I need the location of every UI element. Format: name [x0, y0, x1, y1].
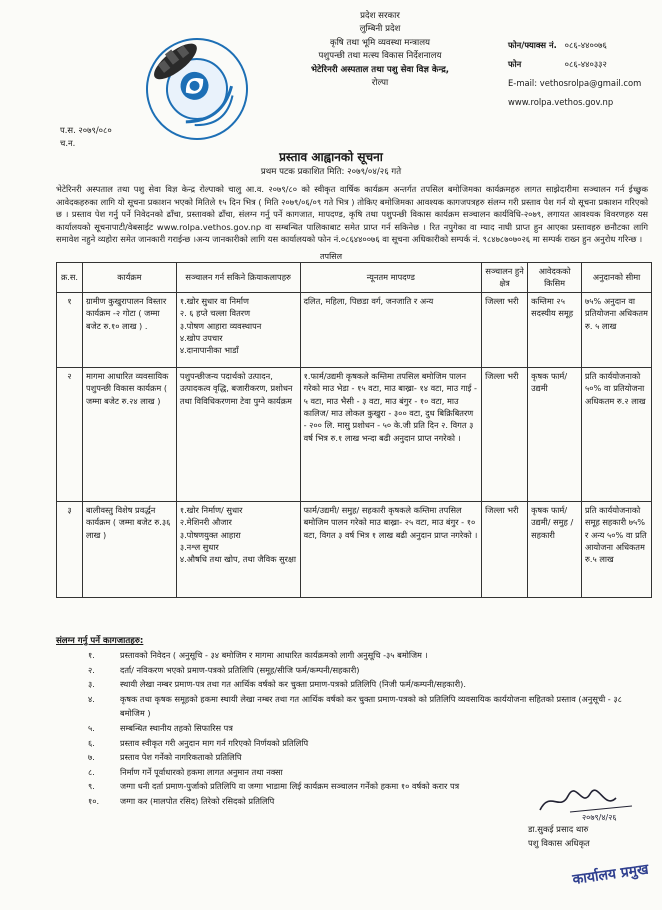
item-number: ६. [88, 737, 95, 748]
table-caption: तपसिल [319, 252, 342, 261]
notice-paragraph: भेटेरिनरी अस्पताल तथा पशु सेवा विज्ञ केन्द्र रोल्पाको चालु आ.व. २०७९/८० को स्वीकृत वार्षिक कार्यक्रम अन्तर्गत तपसिल बमोजिमका कार्यक्रमहरु लागत साझेदारीमा सञ्चालन गर्न ईच्छुक आवेदकहरुका लागि यो सूचना प्रकाशन भएको मितिले १५ दिन भित्र ( मिति २०७९/०६/०९ गते भित्र ) तोकिए बमोजिमका आवश्यक कागजपत्रहरु संलग्न गरी प्रस्ताव पेश गर्न यो सूचना प्रकाशन गरिएको छ । प्रस्ताव पेश गर्नु पर्ने निवेदनको ढाँचा, प्रस्तावको ढाँचा, संलग्न गर्नु पर्ने कागजात, मापदण्ड, कृषि तथा पशुपन्छी विकास कार्यक्रम सञ्चालन कार्यविधि-२०७९, लगायत आवश्यक विवरणहरु यस कार्यालयको सूचनापाटी/वेबसाईट www.rolpa.vethos.gov.np वा सम्बन्धित पालिकाबाट समेत प्राप्त गर्न सकिनेछ । रित नपुगेका वा म्याद नाघी प्राप्त हुन आएका प्रस्तावहरु छनौटका लागि समावेश नहुने व्यहोरा समेत जानकारी गराईन्छ ।अन्य जानकारीको लागि यस कार्यालयको फोन नं.०८६४४००७६ वा सूचना अधिकारीको सम्पर्क नं. ९८४७८७०७०२६ मा सम्पर्क राख्न हुन अनुरोध गरिन्छ । [56, 184, 648, 245]
item-text: कृषक तथा कृषक समूहको हकमा स्थायी लेखा नम्बर तथा गत आर्थिक वर्षको कर चुक्ता प्रमाण-पत्रको को प्रतिलिपि व्यवसायिक कार्ययोजना सहितको प्रस्ताव (अनुसूची - ३८ बमोजिम ) [120, 693, 622, 719]
item-text: प्रस्तावको निवेदन ( अनुसूचि - ३४ बमोजिम र मागमा आधारित कार्यक्रमको लागी अनुसूचि -३५ बमोजिम । [120, 650, 428, 660]
list-item [88, 663, 648, 678]
col-header: न्यूनतम मापदण्ड [300, 263, 482, 293]
row-grant: ७५% अनुदान वा प्रतियोजना अधिकतम रु. ५ लाख [582, 292, 652, 367]
list-item [88, 765, 648, 780]
activity-item: ४.खोप उपचार [179, 333, 223, 344]
table-header-row [57, 263, 652, 293]
col-header: आवेदकको किसिम [528, 263, 582, 293]
item-number: १०. [88, 795, 100, 806]
activity-item: २.मेशिनरी औजार [179, 517, 232, 528]
publish-date: प्रथम पटक प्रकाशित मिति: २०७९/०४/२६ गते [260, 167, 402, 177]
chalani-number: च.न. [60, 138, 76, 148]
item-number: ९. [88, 781, 95, 792]
row-program: बालीवस्तु विशेष प्रवर्द्धन कार्यक्रम ( जम्मा बजेट रु.३६ लाख ) [82, 501, 176, 597]
header-line: पशुपन्छी तथा मत्स्य विकास निर्देशनालय [318, 51, 442, 62]
activity-item: ४.दानापानीका भाडाँ [179, 345, 239, 356]
activity-item: ३.पोषण आहारा व्यवस्थापन [179, 320, 262, 331]
header-line: रोल्पा [371, 78, 389, 89]
header-line: लुम्बिनी प्रदेश [359, 24, 401, 35]
item-text: सम्बन्धित स्थानीय तहको सिफारिस पत्र [120, 722, 233, 733]
row-sn: ३ [57, 501, 83, 597]
activity-item: २. ६ हप्ते चल्ला वितरण [179, 308, 251, 319]
list-item [88, 677, 648, 692]
item-text: स्थायी लेखा नम्बर प्रमाण-पत्र तथा गत आर्थिक वर्षको कर चुक्ता प्रमाण-पत्रको प्रतिलिपि (निजी फर्म/कम्पनी/सहकारी). [120, 679, 466, 690]
row-applicant: कम्तिमा २५ सदस्यीय समूह [528, 292, 582, 367]
activity-item: पशुपन्छीजन्य पदार्थको उत्पादन, उत्पादकत्व वृद्धि, बजारीकरण, प्रशोधन तथा विविधिकरणमा टेवा पुग्ने कार्यक्रम [179, 370, 293, 406]
item-text: दर्ता/ नविकरण भएको प्रमाण-पत्रको प्रतिलिपि (समूह/सीजि फर्म/कम्पनी/सहकारी) [120, 664, 360, 675]
item-number: ५. [88, 722, 95, 733]
header-line: प्रदेश सरकार [360, 11, 400, 21]
row-sn: १ [57, 292, 83, 367]
activity-item: ३.पोषणयुक्त आहारा [179, 529, 241, 540]
item-text: जग्गा कर (मालपोत रसिद) तिरेको रसिदको प्रतिलिपि [120, 795, 275, 806]
item-text: प्रस्ताव पेश गर्नेको नागरिकताको प्रतिलिपि [120, 752, 242, 763]
list-item [88, 692, 648, 721]
patra-sankhya: प.स. २०७९/०८० [60, 125, 112, 135]
item-text: प्रस्ताव स्वीकृत गरी अनुदान माग गर्न गरिएको निर्णयको प्रतिलिपि [120, 737, 309, 748]
list-item [88, 736, 648, 751]
col-header: सञ्चालन हुने क्षेत्र [482, 263, 528, 293]
item-text: निर्माण गर्ने पूर्वाधारको हकमा लागत अनुमान तथा नक्सा [120, 766, 283, 777]
item-number: १. [88, 650, 95, 660]
row-area: जिल्ला भरी [482, 367, 528, 501]
phone-value: ०८६-४४०३३२ [564, 59, 607, 69]
table-row [57, 501, 652, 597]
item-number: ४. [88, 693, 95, 704]
row-applicant: कृषक फार्म/ उद्यमी [528, 367, 582, 501]
row-activities [176, 292, 300, 367]
activity-item: ३.नश्ल सुधार [179, 542, 219, 553]
table-row [57, 367, 652, 501]
activity-item: ४.औषधि तथा खोप, तथा जैविक सुरक्षा [179, 554, 296, 565]
program-table [56, 262, 652, 598]
row-grant: प्रति कार्ययोजनाको समूह सहकारी ७५% र अन्य ५०% वा प्रति आयोजना अधिकतम रु.५ लाख [582, 501, 652, 597]
phone-fax-value: ०८६-४४००७६ [564, 40, 607, 50]
contact-block [508, 36, 658, 112]
row-activities [176, 501, 300, 597]
row-program: ग्रामीण कुखुरापालन विस्तार कार्यक्रम -२ गोटा ( जम्मा बजेट रु.१० लाख ) . [82, 292, 176, 367]
office-stamp [568, 852, 662, 892]
header-line: कृषि तथा भूमि व्यवस्था मन्त्रालय [329, 37, 431, 48]
row-area: जिल्ला भरी [482, 501, 528, 597]
signatory-designation: पशु विकास अधिकृत [528, 838, 590, 848]
row-grant: प्रति कार्ययोजनाको ५०% वा प्रतियोजना अधिकतम रु.२ लाख [582, 367, 652, 501]
row-sn: २ [57, 367, 83, 501]
signatory [528, 822, 658, 850]
header-line: भेटेरिनरी अस्पताल तथा पशु सेवा विज्ञ केन्द्र, [310, 64, 450, 75]
documents-title: संलग्न गर्नु पर्ने कागजातहरु: [56, 636, 144, 646]
signature-date: २०७९/४/२६ [582, 813, 617, 822]
signatory-name: डा.सुकई प्रसाद थारु [528, 824, 589, 834]
reference-numbers [60, 124, 112, 150]
col-header: अनुदानको सीमा [582, 263, 652, 293]
col-header: सञ्चालन गर्न सकिने क्रियाकलापहरु [176, 263, 300, 293]
row-applicant: कृषक फार्म/ उद्यमी/ समुह / सहकारी [528, 501, 582, 597]
item-number: ७. [88, 752, 95, 763]
item-number: २. [88, 664, 95, 675]
list-item [88, 721, 648, 736]
stamp-text: कार्यालय प्रमुख [571, 861, 650, 889]
handwritten-signature [520, 782, 650, 822]
item-number: ८. [88, 766, 95, 777]
col-header: क्र.स. [57, 263, 83, 293]
item-number: ३. [88, 679, 95, 690]
office-header [270, 10, 490, 90]
office-logo [138, 30, 256, 148]
phone-fax-label: फोन/फ्याक्स नं. [508, 40, 557, 50]
col-header: कार्यक्रम [82, 263, 176, 293]
row-program: मागमा आधारित व्यवसायिक पशुपन्छी विकास कार्यक्रम ( जम्मा बजेट रु.२४ लाख ) [82, 367, 176, 501]
phone-label: फोन [508, 59, 522, 69]
email: E-mail: vethosrolpa@gmail.com [508, 78, 642, 88]
row-area: जिल्ला भरी [482, 292, 528, 367]
row-activities [176, 367, 300, 501]
notice-title: प्रस्ताव आह्वानको सूचना [279, 150, 383, 164]
list-item [88, 648, 648, 663]
activity-item: १.खोर निर्माण/ सुधार [179, 504, 243, 515]
row-criteria: फार्म/उद्यमी/ समुह/ सहकारी कृषकले कम्तिमा तपसिल बमोजिम पालन गरेको माउ बाख्रा- २५ वटा, माउ बंगुर - १० वटा, विगत ३ वर्ष भित्र १ लाख बढी अनुदान प्राप्त नगरेको । [300, 501, 482, 597]
table-row [57, 292, 652, 367]
list-item [88, 750, 648, 765]
activity-item: १.खोर सुधार वा निर्माण [179, 295, 249, 306]
website: www.rolpa.vethos.gov.np [508, 97, 614, 107]
row-criteria: १.फार्म/उद्यमी कृषकले कम्तिमा तपसिल बमोजिम पालन गरेको माउ भेडा - १५ वटा, माउ बाख्रा- १४ वटा, माउ गाई - ५ वटा, माउ भैसी - ३ वटा, माउ बंगुर - १० वटा, माउ कालिज/ माउ लोकल कुखुरा - ३०० वटा, दुध बिक्रिबितरण - २०० लि. मासु प्रशोधन - ५० के.जी प्रति दिन २. विगत ३ वर्ष भित्र रु.१ लाख भन्दा बढी अनुदान प्राप्त नगरेको । [300, 367, 482, 501]
row-criteria: दलित, महिला, पिछडा वर्ग, जनजाति र अन्य [300, 292, 482, 367]
item-text: जग्गा धनी दर्ता प्रमाण-पुर्जाको प्रतिलिपि वा जग्गा भाडामा लिई कार्यक्रम सञ्चालन गर्नेको हकमा १० वर्षको करार पत्र [120, 781, 460, 792]
